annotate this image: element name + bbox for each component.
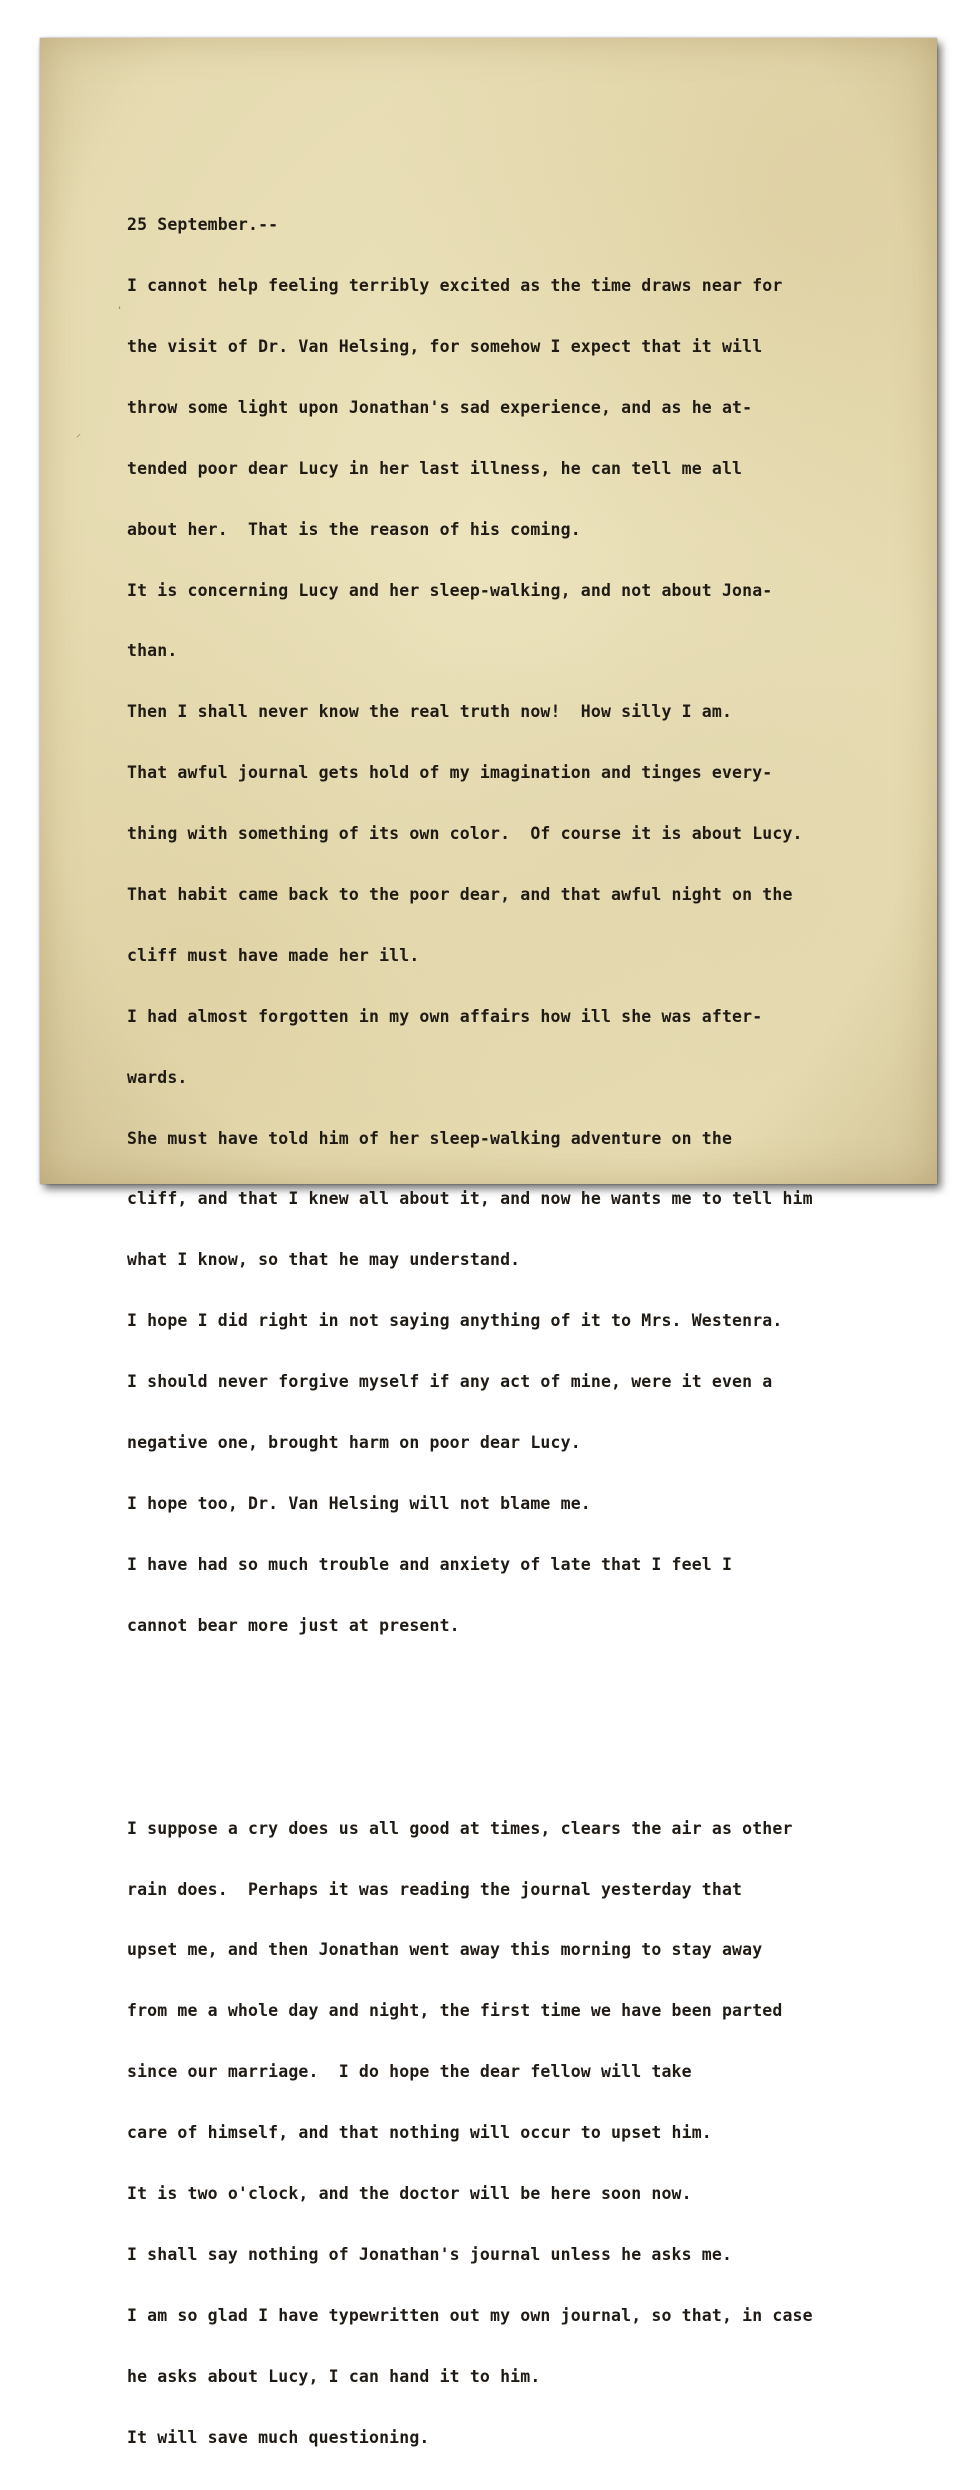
text-line: rain does. Perhaps it was reading the journal yesterday that: [127, 1879, 743, 1899]
text-line: about her. That is the reason of his coming.: [127, 519, 581, 539]
text-line: negative one, brought harm on poor dear Lucy.: [127, 1433, 581, 1452]
text-line: since our marriage. I do hope the dear fellow will take: [127, 2062, 692, 2082]
paragraph-gap: [127, 1717, 813, 1737]
text-line: I should never forgive myself if any act of mine, were it even a: [127, 1372, 773, 1392]
text-line: throw some light upon Jonathan's sad experience, and as he at-: [127, 397, 753, 417]
text-line: 25 September.--: [127, 215, 279, 235]
text-line: That habit came back to the poor dear, and that awful night on the: [127, 884, 793, 904]
text-line: She must have told him of her sleep-walking adventure on the: [127, 1128, 733, 1148]
text-line: thing with something of its own color. Of course it is about Lucy.: [127, 824, 803, 844]
text-line: I had almost forgotten in my own affairs how ill she was after-: [127, 1006, 763, 1026]
text-line: care of himself, and that nothing will occur to upset him.: [127, 2123, 712, 2143]
text-line: It is two o'clock, and the doctor will be here soon now.: [127, 2183, 692, 2203]
ink-speck: ,: [118, 300, 122, 311]
text-line: I hope I did right in not saying anything of it to Mrs. Westenra.: [127, 1311, 783, 1331]
text-line: It is concerning Lucy and her sleep-walking, and not about Jona-: [127, 580, 773, 600]
text-line: I am so glad I have typewritten out my own journal, so that, in case: [127, 2305, 813, 2325]
ink-speck: ⸍: [76, 433, 81, 444]
text-line: I hope too, Dr. Van Helsing will not blame me.: [127, 1493, 591, 1513]
text-line: I suppose a cry does us all good at times, clears the air as other: [127, 1818, 793, 1838]
text-line: cliff must have made her ill.: [127, 945, 420, 965]
paragraph: [127, 175, 813, 1677]
text-line: cannot bear more just at present.: [127, 1615, 460, 1635]
text-line: the visit of Dr. Van Helsing, for somehow I expect that it will: [127, 336, 763, 356]
text-line: I cannot help feeling terribly excited as the time draws near for: [127, 276, 783, 296]
text-line: than.: [127, 641, 178, 661]
text-line: from me a whole day and night, the first time we have been parted: [127, 2001, 783, 2021]
text-line: It will save much questioning.: [127, 2427, 430, 2447]
text-line: he asks about Lucy, I can hand it to him.: [127, 2366, 541, 2386]
paragraph: [127, 1778, 813, 2488]
text-line: I shall say nothing of Jonathan's journal unless he asks me.: [127, 2244, 733, 2264]
text-line: what I know, so that he may understand.: [127, 1250, 521, 1270]
text-line: upset me, and then Jonathan went away this morning to stay away: [127, 1940, 763, 1960]
text-line: wards.: [127, 1067, 188, 1087]
text-line: tended poor dear Lucy in her last illness, he can tell me all: [127, 458, 743, 478]
text-line: That awful journal gets hold of my imagination and tinges every-: [127, 763, 773, 783]
text-line: Then I shall never know the real truth now! How silly I am.: [127, 702, 733, 722]
text-line: cliff, and that I knew all about it, and now he wants me to tell him: [127, 1189, 813, 1209]
typewritten-page: [40, 38, 937, 2447]
journal-text: [127, 134, 813, 2490]
text-line: I have had so much trouble and anxiety of late that I feel I: [127, 1554, 733, 1574]
